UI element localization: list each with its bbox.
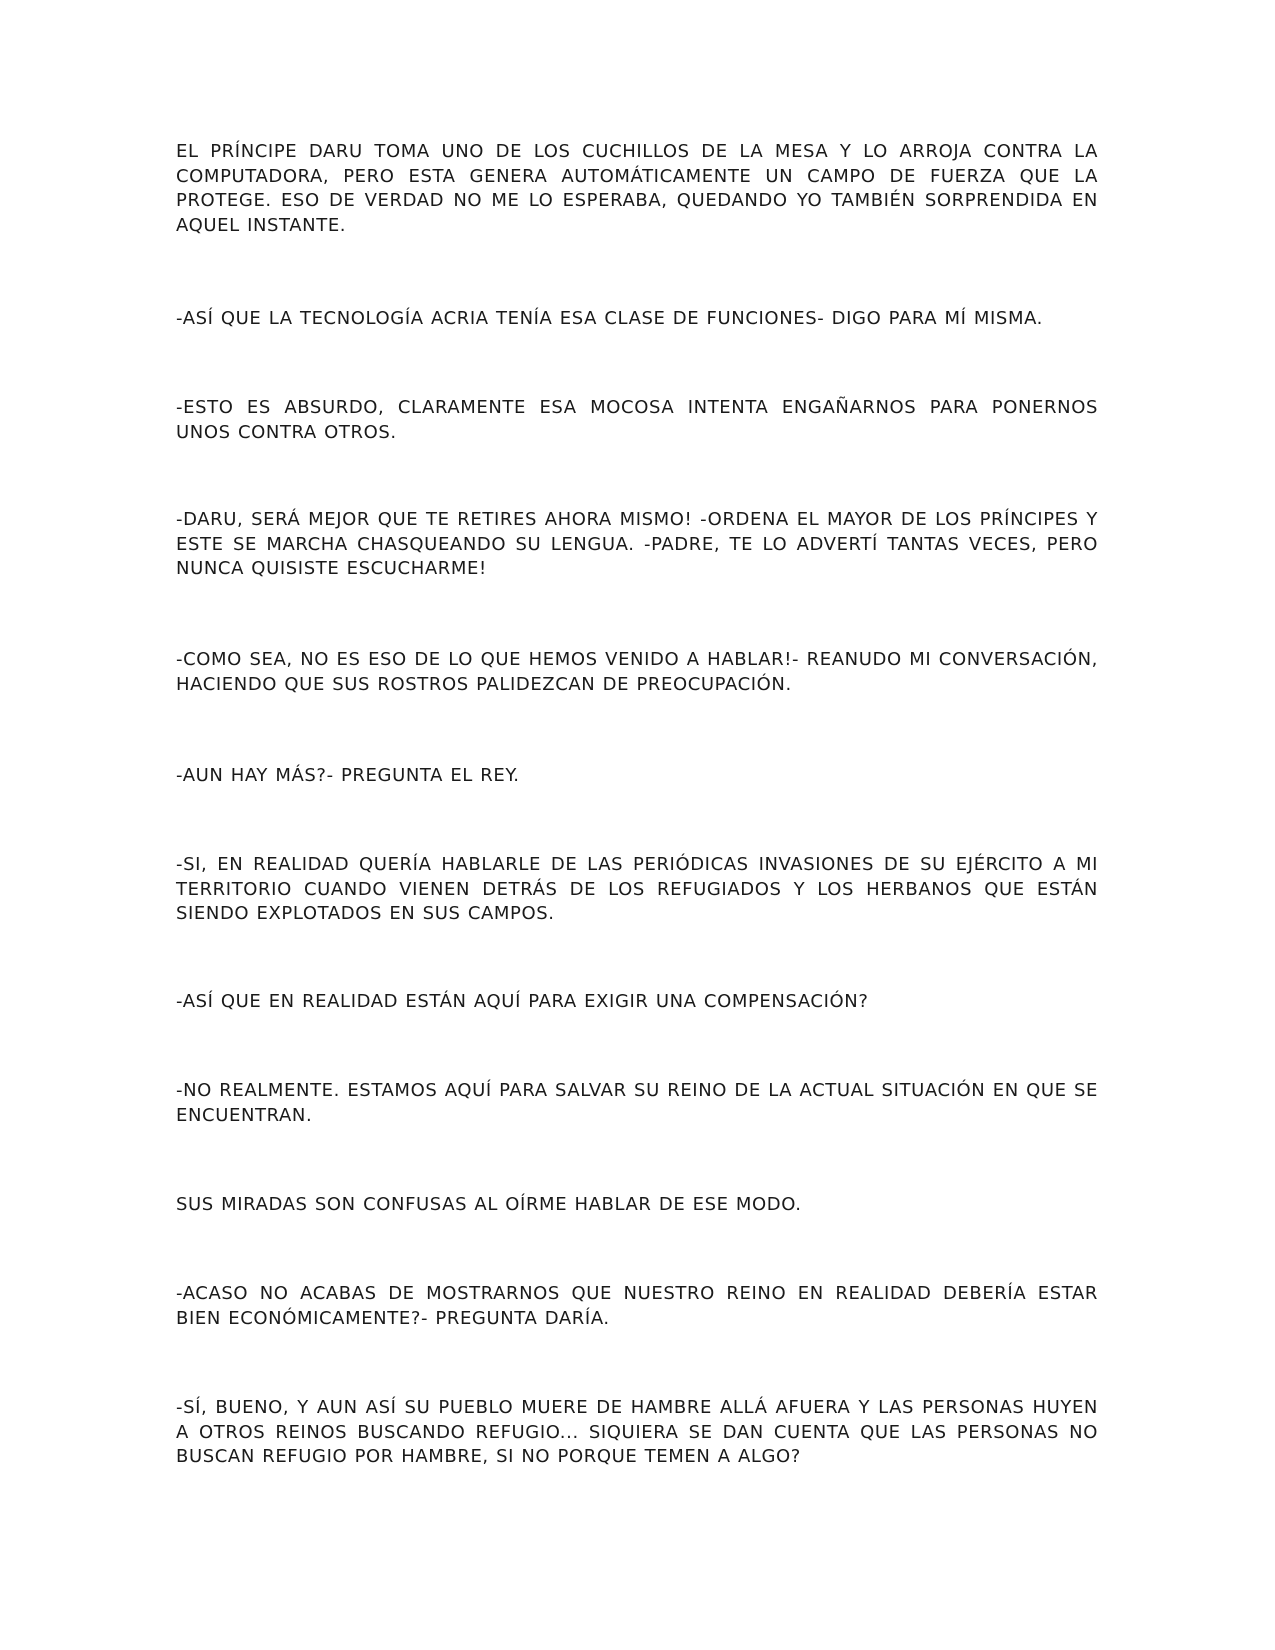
paragraph-8: -ASÍ QUE EN REALIDAD ESTÁN AQUÍ PARA EXIGIR UNA COMPENSACIÓN? xyxy=(176,991,869,1012)
paragraph-4: -DARU, SERÁ MEJOR QUE TE RETIRES AHORA MISMO! -ORDENA EL MAYOR DE LOS PRÍNCIPES Y ESTE SE MARCHA CHASQUEANDO SU LENGUA. -PADRE, TE LO ADVERTÍ TANTAS VECES, PERO NUNCA QUISISTE ESCUCHARME! xyxy=(176,509,1098,579)
paragraph-9: -NO REALMENTE. ESTAMOS AQUÍ PARA SALVAR SU REINO DE LA ACTUAL SITUACIÓN EN QUE SE ENCUENTRAN. xyxy=(176,1080,1098,1126)
paragraph-5: -COMO SEA, NO ES ESO DE LO QUE HEMOS VENIDO A HABLAR!- REANUDO MI CONVERSACIÓN, HACIENDO QUE SUS ROSTROS PALIDEZCAN DE PREOCUPACIÓN. xyxy=(176,649,1098,695)
paragraph-12: -SÍ, BUENO, Y AUN ASÍ SU PUEBLO MUERE DE HAMBRE ALLÁ AFUERA Y LAS PERSONAS HUYEN A OTROS REINOS BUSCANDO REFUGIO... SIQUIERA SE DAN CUENTA QUE LAS PERSONAS NO BUSCAN REFUGIO POR HAMBRE, SI NO PORQUE TEMEN A ALGO? xyxy=(176,1397,1098,1467)
paragraph-7: -SI, EN REALIDAD QUERÍA HABLARLE DE LAS PERIÓDICAS INVASIONES DE SU EJÉRCITO A MI TERRITORIO CUANDO VIENEN DETRÁS DE LOS REFUGIADOS Y LOS HERBANOS QUE ESTÁN SIENDO EXPLOTADOS EN SUS CAMPOS. xyxy=(176,854,1098,924)
paragraph-3: -ESTO ES ABSURDO, CLARAMENTE ESA MOCOSA INTENTA ENGAÑARNOS PARA PONERNOS UNOS CONTRA OTROS. xyxy=(176,397,1098,443)
paragraph-1: EL PRÍNCIPE DARU TOMA UNO DE LOS CUCHILLOS DE LA MESA Y LO ARROJA CONTRA LA COMPUTADORA, PERO ESTA GENERA AUTOMÁTICAMENTE UN CAMPO DE FUERZA QUE LA PROTEGE. ESO DE VERDAD NO ME LO ESPERABA, QUEDANDO YO TAMBIÉN SORPRENDIDA EN AQUEL INSTANTE. xyxy=(176,141,1098,236)
paragraph-6: -AUN HAY MÁS?- PREGUNTA EL REY. xyxy=(176,765,520,786)
paragraph-2: -ASÍ QUE LA TECNOLOGÍA ACRIA TENÍA ESA CLASE DE FUNCIONES- DIGO PARA MÍ MISMA. xyxy=(176,308,1043,329)
paragraph-10: SUS MIRADAS SON CONFUSAS AL OÍRME HABLAR DE ESE MODO. xyxy=(176,1194,802,1215)
paragraph-11: -ACASO NO ACABAS DE MOSTRARNOS QUE NUESTRO REINO EN REALIDAD DEBERÍA ESTAR BIEN ECONÓMICAMENTE?- PREGUNTA DARÍA. xyxy=(176,1283,1098,1329)
